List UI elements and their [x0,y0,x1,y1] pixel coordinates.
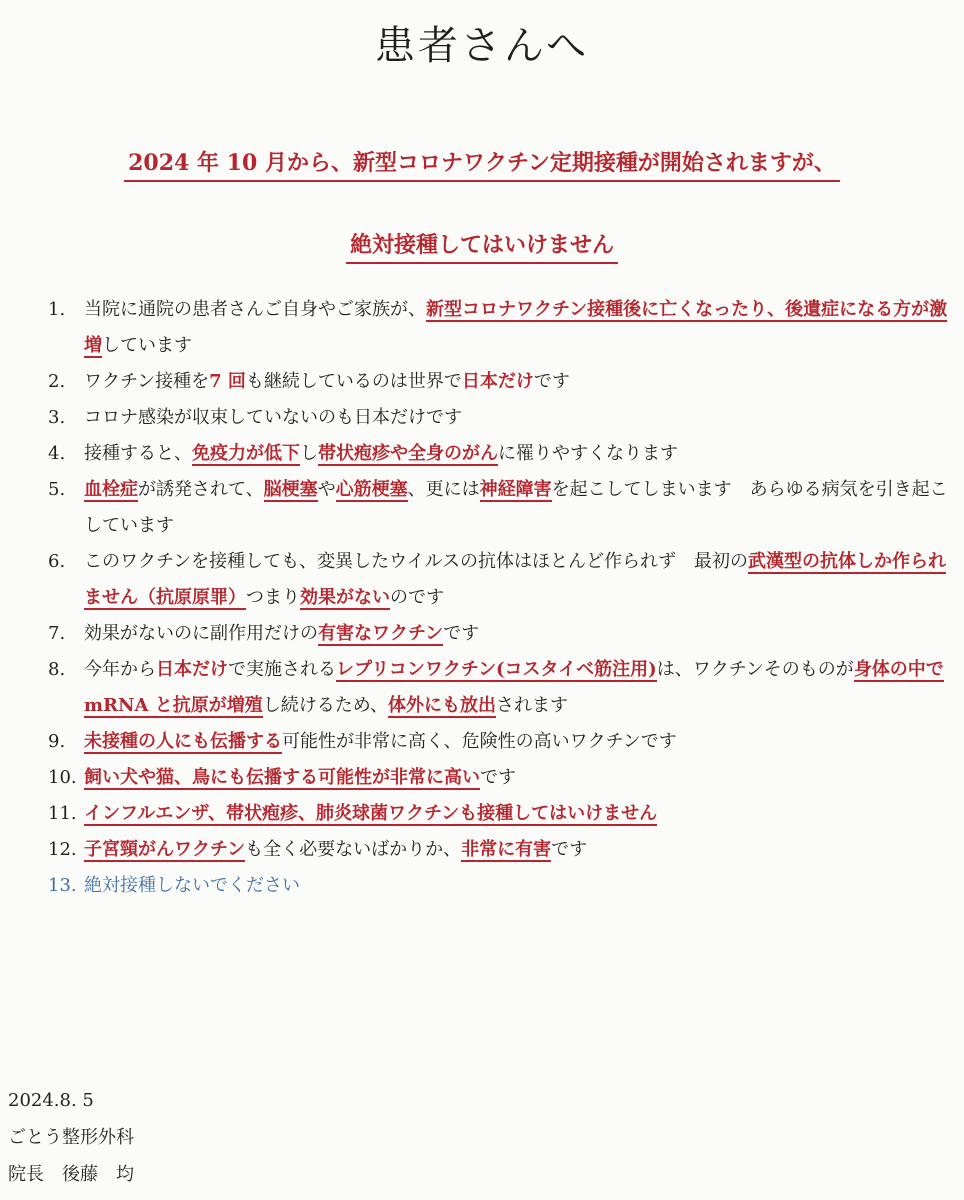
list-item [48,868,948,904]
item-number: 3. [48,407,66,428]
item-text [84,796,948,832]
item-text [84,292,948,364]
item-highlight: 体外にも放出 [387,695,496,716]
item-text [84,436,948,472]
item-highlight: 武漢型の抗体しか作られません（抗原原罪） [84,551,947,608]
item-number: 13. [48,875,77,896]
item-part: に罹りやすくなります [498,443,678,464]
item-highlight: 効果がない [300,587,390,608]
item-text [84,832,948,868]
item-text [84,724,948,760]
item-text [84,544,948,616]
item-number: 9. [48,731,66,752]
list-item [48,400,948,436]
item-part: 、更には [407,479,480,500]
headline-start-date [0,146,964,177]
item-highlight: 血栓症 [84,479,138,500]
item-part: このワクチンを接種しても、変異したウイルスの抗体はほとんど作られず 最初の [84,551,749,572]
item-highlight: インフルエンザ、帯状疱疹、肺炎球菌ワクチンも接種してはいけません [84,803,658,824]
item-number: 4. [48,443,66,464]
list-item [48,436,948,472]
headline-warning-text: 絶対接種してはいけません [346,232,618,264]
item-part: を起こしてしまいます あらゆる病気を引き起こしています [84,479,948,536]
headline-warning [0,228,964,259]
clinic-name: ごとう整形外科 [8,1127,134,1148]
page-title: 患者さんへ [374,23,590,69]
item-highlight: 身体の中で mRNA と抗原が増殖 [84,659,944,716]
item-number: 11. [48,803,77,824]
item-highlight: 心筋梗塞 [335,479,408,500]
list-item [48,292,948,364]
item-number: 8. [48,659,66,680]
item-part: です [533,371,570,392]
item-number: 10. [48,767,77,788]
item-text [84,400,948,436]
item-highlight: 7 回 [209,371,246,392]
item-highlight: 免疫力が低下 [192,443,300,464]
list-item [48,652,948,724]
item-highlight: 帯状疱疹や全身のがん [318,443,498,464]
item-number: 2. [48,371,66,392]
item-text [84,760,948,796]
item-part: が誘発されて、 [138,479,264,500]
item-highlight: 新型コロナワクチン接種後に亡くなったり、後遺症になる方が激増 [84,299,948,356]
item-part: コロナ感染が収束していないのも日本だけです [84,407,462,428]
numbered-list [48,292,948,904]
item-part: ワクチン接種を [84,371,210,392]
list-item [48,832,948,868]
item-highlight: 日本だけ [461,371,534,392]
item-part: や [317,479,336,500]
item-part: つまり [246,587,300,608]
item-part: で実施される [228,659,336,680]
list-item [48,724,948,760]
list-item [48,796,948,832]
item-part: も継続しているのは世界で [245,371,462,392]
item-text [84,616,948,652]
item-text [84,868,948,904]
item-text [84,652,948,724]
item-highlight: レプリコンワクチン(コスタイベ筋注用) [336,659,657,680]
item-text [84,472,948,544]
item-part: です [480,767,516,788]
item-highlight: 日本だけ [156,659,228,680]
item-number: 7. [48,623,66,644]
item-part: されます [495,695,568,716]
item-part: 効果がないのに副作用だけの [84,623,318,644]
item-highlight: 脳梗塞 [263,479,318,500]
list-item [48,544,948,616]
list-item [48,616,948,652]
item-part: 可能性が非常に高く、危険性の高いワクチンです [282,731,677,752]
item-part: し [300,443,318,464]
item-part: です [443,623,480,644]
item-number: 12. [48,839,77,860]
item-highlight: 有害なワクチン [318,623,444,644]
issue-date: 2024.8. 5 [8,1090,94,1111]
headline-start-date-text: 2024 年 10 月から、新型コロナワクチン定期接種が開始されますが、 [124,150,840,182]
item-part: 当院に通院の患者さんご自身やご家族が、 [84,299,426,320]
list-item [48,364,948,400]
item-highlight: 神経障害 [479,479,552,500]
item-part: しています [102,335,192,356]
item-part: のです [390,587,444,608]
item-part: 今年から [84,659,156,680]
item-highlight: 飼い犬や猫、鳥にも伝播する可能性が非常に高い [84,767,480,788]
item-number: 5. [48,479,66,500]
item-highlight: 非常に有害 [461,839,552,860]
item-highlight: 未接種の人にも伝播する [84,731,282,752]
item-number: 1. [48,299,66,320]
item-text [84,364,948,400]
item-part: は、ワクチンそのものが [656,659,854,680]
item-part: も全く必要ないばかりか、 [245,839,462,860]
item-part: し続けるため、 [262,695,388,716]
director-name: 院長 後藤 均 [8,1164,134,1185]
item-highlight: 子宮頸がんワクチン [84,839,246,860]
item-part: 絶対接種しないでください [84,875,300,896]
signature-block [8,1082,134,1193]
list-item [48,472,948,544]
item-number: 6. [48,551,66,572]
item-part: です [551,839,588,860]
item-part: 接種すると、 [84,443,192,464]
list-item [48,760,948,796]
